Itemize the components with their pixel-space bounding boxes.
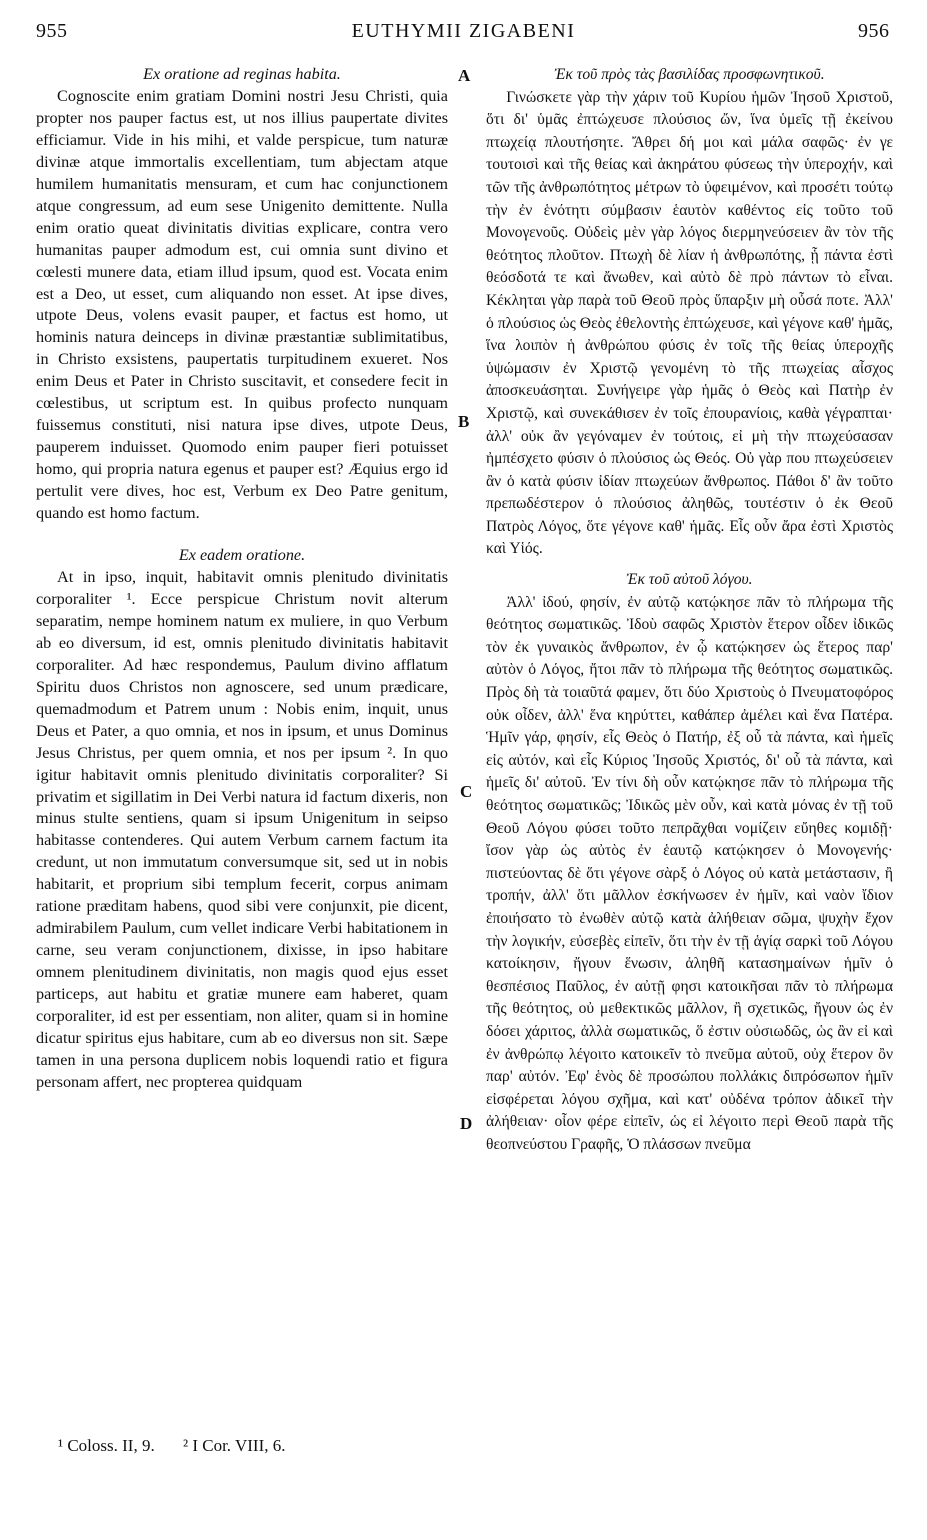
margin-marker-a: A [458, 66, 471, 85]
greek-column [486, 64, 893, 1157]
latin-paragraph-1: Cognoscite enim gratiam Domini nostri Jesu Christi, quia propter nos pauper factus est, ut nos illius paupertate divites efficiamur. Vide in his mihi, et valde perspicue, tum naturæ divinæ atque immortalis excellentiam, tum abjectam atque humilem humanitatis mensuram, et cum hac conjunctionem atque congressum, ad eum sese Unigenito demittente. Nulla enim oratio queat divinitatis divitias explicare, contra vero humanitas pauper admodum est, cui omnia sunt divino et cœlesti munere data, etiam illud ipsum, quod est. Vocata enim est a Deo, ut esset, cum aliquando non esset. At ipse dives, utpote Deus, volens evasit pauper, et factus est homo, ut hominis natura deinceps in divinæ præstantiæ sublimitatibus, in Christo exsistens, paupertatis turpitudinem exueret. Nos enim Deus et Pater in Christo suscitavit, et consedere fecit in cœlestibus, ut scriptum est. In quibus profecto nunquam fuissemus constituti, nisi natura ipse dives, utpote Deus, pauperem induisset. Quomodo enim pauper fieri potuisset homo, qui propria natura egenus et pauper est? Æquius ergo id pertulit vere dives, hoc est, Verbum ex Deo Patre genitum, quando est homo factum. [36, 86, 448, 523]
footnotes [58, 1436, 310, 1456]
greek-paragraph-2: Ἀλλ' ἰδού, φησίν, ἐν αὐτῷ κατῴκησε πᾶν τὸ πλήρωμα τῆς θεότητος σωματικῶς. Ἰδοὺ σαφῶς Χριστὸν ἕτερον οἶδεν ἰδικῶς τὸν ἐκ γυναικὸς ἄνθρωπον, ἐν ᾧ κατῴκησεν ὡς ἕτερος παρ' αὐτὸν ὁ Λόγος, ἤτοι πᾶν τὸ πλήρωμα τῆς θεότητος σωματικῶς. Πρὸς δὴ τὰ τοιαῦτά φαμεν, ὅτι δύο Χριστοὺς ὁ Πνευματοφόρος οὐκ οἶδεν, ἀλλ' ἕνα κηρύττει, καθάπερ ἀμέλει καὶ ἕνα Πατέρα. Ἡμῖν γάρ, φησίν, εἷς Θεὸς ὁ Πατήρ, ἐξ οὗ τὰ πάντα, καὶ ἡμεῖς εἰς αὐτόν, καὶ εἷς Κύριος Ἰησοῦς Χριστός, δι' οὗ τὰ πάντα, καὶ ἡμεῖς δι' αὐτοῦ. Ἐν τίνι δὴ οὖν κατῴκησε πᾶν τὸ πλήρωμα τῆς θεότητος σωματικῶς; Ἰδικῶς μὲν οὖν, καὶ κατὰ μόνας ἐν τῇ τοῦ Θεοῦ Λόγου φύσει τοῦτο πεπρᾶχθαι νομίζειν εὔηθες κομιδῇ· ἴσον γὰρ ὡς αὐτὸς ἐν ἑαυτῷ κατῴκησεν ὁ Μονογενής· πιστεύοντας δὲ ὅτι γέγονε σὰρξ ὁ Λόγος οὐ κατὰ μετάστασιν, ἢ τροπήν, ἀλλ' ὅτι μᾶλλον ἐσκήνωσεν ἐν ἡμῖν, καὶ ναὸν ἴδιον ἐποιήσατο τὸ ἐνωθὲν αὐτῷ κατὰ ἀλήθειαν σῶμα, ψυχὴν ἔχον τὴν λογικήν, εὐσεβὲς εἰπεῖν, ὅτι τὴν ἐν τῇ ἁγίᾳ σαρκὶ τοῦ Λόγου κατοίκησιν, ἤγουν ἕνωσιν, ἀληθῆ κατασημαίνων ἡμῖν ὁ θεσπέσιος Παῦλος, ἐν αὐτῇ φησι κατοικῆσαι πᾶν τὸ πλήρωμα τῆς θεότητος, οὐ μεθεκτικῶς μᾶλλον, ἢ σχετικῶς, ἤγουν ὡς ἐν δόσει χάριτος, ἀλλὰ σωματικῶς, ὅ ἐστιν οὐσιωδῶς, ὡς ἂν εἰ καὶ ἐν ἀνθρώπῳ λέγοιτο κατοικεῖν τὸ πνεῦμα αὐτοῦ, οὐχ ἕτερον ὂν παρ' αὐτόν. Ἐφ' ἑνὸς δὲ προσώπου πολλάκις διπρόσωπον ἡμῖν εἰσφέρεται λόγου σχῆμα, καὶ κατ' οὐδένα τρόπον ἀδικεῖ τὴν ἀλήθειαν· οἷον φέρε εἰπεῖν, ὡς εἰ λέγοιτο περὶ Θεοῦ παρὰ τῆς θεοπνεύστου Γραφῆς, Ὁ πλάσσων πνεῦμα [486, 593, 893, 1153]
greek-section-heading-1: Ἐκ τοῦ πρὸς τὰς βασιλίδας προσφωνητικοῦ. [554, 66, 825, 83]
greek-section-heading-2: Ἐκ τοῦ αὐτοῦ λόγου. [626, 571, 753, 589]
latin-column [36, 64, 448, 1094]
footnote-2: ² I Cor. VIII, 6. [182, 1436, 286, 1455]
margin-marker-d: D [460, 1114, 473, 1133]
latin-section-heading-1: Ex oratione ad reginas habita. [143, 65, 341, 83]
margin-marker-b: B [458, 412, 470, 431]
page-number-right: 956 [858, 20, 890, 42]
page-number-left: 955 [36, 20, 68, 42]
latin-paragraph-2: At in ipso, inquit, habitavit omnis plenitudo divinitatis corporaliter ¹. Ecce perspicue Christum novit alterum separatim, nempe hominem natum ex muliere, in quo Verbum ab eo diversum, id est, omnis plenitudo divinitatis habitavit corporaliter. Ad hæc respondemus, Paulum divino afflatum Spiritu duos Christos non agnoscere, sed unum prædicare, quemadmodum et Patrem unum : Nobis enim, inquit, unus Deus et Pater, a quo omnia, et nos in ipsum, et unus Dominus Jesus Christus, per quem omnia, et nos per ipsum ². In quo igitur habitavit omnis plenitudo divinitatis corporaliter? Si privatim et sigillatim in Dei Verbi natura id factum dixeris, non minus stulte sentiens, quam si ipsum Unigenitum in seipso habitasse contenderes. Qui autem Verbum carnem factum ita credunt, ut non immutatum conversumque sit, sed ut in nobis habitarit, et proprium sibi templum fecerit, corpus animam ratione præditam habens, quod sibi vere conjunxit, pie dicent, admirabilem Paulum, cum vellet indicare Verbi habitationem in carne, seu veram conjunctionem, dixisse, in ipso habitare omnem plenitudinem divinitatis, non magis quod ejus esset particeps, aut habitu et gratiæ munere eam haberet, quam corporaliter, id est per essentiam, non aliter, quam si in homine dicatur spiritus ejus habitare, cum ab eo diversus non sit. Sæpe tamen in una persona duplicem nobis loquendi ratio et figura personam affert, nec propterea quidquam [36, 567, 448, 1091]
margin-marker-c: C [460, 782, 473, 801]
page-header [0, 20, 927, 50]
greek-paragraph-1: Γινώσκετε γὰρ τὴν χάριν τοῦ Κυρίου ἡμῶν Ἰησοῦ Χριστοῦ, ὅτι δι' ὑμᾶς ἐπτώχευσε πλούσιος ὤν, ἵνα ὑμεῖς τῇ ἐκείνου πτωχείᾳ πλουτήσητε. Ἄθρει δή μοι καὶ μάλα σαφῶς· ἐν γε τουτοισὶ καὶ τῆς θείας καὶ ἀκηράτου φύσεως τὴν ὑπεροχήν, καὶ τῶν τῆς ἀνθρωπότητος μέτρων τὸ ὑφειμένον, καὶ προσέτι τούτῳ τὴν ἐν ἑνότητι σύμβασιν ἑαυτὸν καθέντος εἰς τοῦτο τοῦ Μονογενοῦς. Οὐδεὶς μὲν γὰρ λόγος διερμηνεύσειεν ἂν τὸν τῆς θεότητος πλοῦτον. Πτωχὴ δὲ λίαν ἡ ἀνθρωπότης, ᾗ πάντα ἐστὶ θεόσδοτά τε καὶ ἄνωθεν, καὶ αὐτὸ δὲ πρὸ πάντων τὸ εἶναι. Κέκληται γὰρ παρὰ τοῦ Θεοῦ πρὸς ὕπαρξιν μὴ οὖσά ποτε. Ἀλλ' ὁ πλούσιος ὡς Θεὸς ἐθελοντὴς ἐπτώχευσε, καὶ γέγονε καθ' ἡμᾶς, ἵνα λοιπὸν ἡ ἀνθρώπου φύσις ἐν τοῖς τῆς θείας ὑπεροχῆς ὑψώμασιν ἐν Χριστῷ γενομένη τὸ τῆς πτωχείας αἶσχος ἀποσκευάσηται. Συνήγειρε γὰρ ἡμᾶς ὁ Θεὸς καὶ Πατὴρ ἐν Χριστῷ, καὶ συνεκάθισεν ἐν τοῖς ἐπουρανίοις, καθὰ γέγραπται· ἀλλ' οὐκ ἂν γεγόναμεν ἐν τούτοις, εἰ μὴ τὴν πτωχεύσασαν ἠμπέσχετο φύσιν ὁ πλούσιος ὡς Θεός. Οὐ γὰρ που πτωχεύσειεν ἂν ὁ κατὰ φύσιν ἰδίαν πτωχεύων ἄνθρωπος. Πάθοι δ' ἂν τοῦτο πρεπωδέστερον ὁ πλούσιος ἀληθῶς, τουτέστιν ὁ ἐκ Θεοῦ Πατρὸς Λόγος, ὅτε γέγονε καθ' ἡμᾶς. Εἷς οὖν ἄρα ἐστὶ Χριστὸς καὶ Υἱός. [486, 88, 893, 558]
latin-section-heading-2: Ex eadem oratione. [178, 546, 306, 565]
footnote-1: ¹ Coloss. II, 9. [58, 1436, 155, 1455]
running-title: EUTHYMII ZIGABENI [351, 20, 576, 42]
